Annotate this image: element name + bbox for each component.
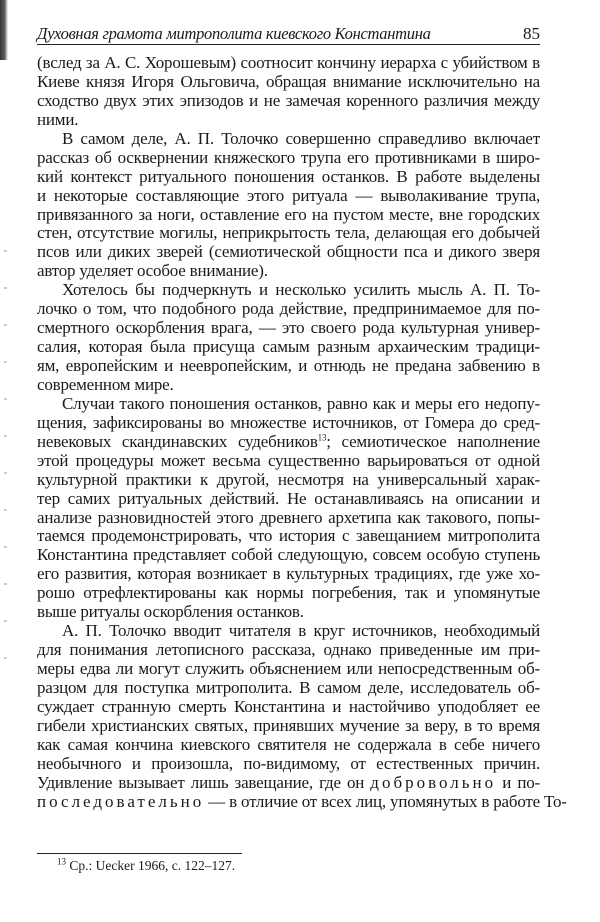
text-line: ними. (37, 109, 79, 129)
text-line: привязанного за ноги, оставление его на пустом месте, вне городских (37, 204, 540, 224)
running-title: Духовная грамота митрополита киевского Константина (37, 24, 431, 43)
text-line: сходство двух этих эпизодов и не замечая коренного различия между (37, 90, 540, 110)
text-line: щения, зафиксированы во множестве источников, от Гомера до сред- (37, 412, 540, 432)
text-line: меры едва ли могут служить объяснением или непосредственным об- (37, 659, 540, 678)
text-line: суждает странную смерть Константина и настойчиво уподобляет ее (37, 696, 540, 716)
text-segment: ; семиотическое наполнение (326, 431, 540, 451)
running-header (37, 22, 540, 45)
text-line (37, 433, 540, 452)
text-line: как самая кончина киевского святителя не содержала в себе ничего (37, 734, 540, 754)
paragraph (37, 395, 540, 622)
paragraph (37, 130, 540, 282)
text-line: кий контекст ритуального поношения останков. В работе выделены (37, 166, 540, 186)
text-line: тер самих ритуальных действий. Не останавливаясь на описании и (37, 488, 540, 508)
scan-edge-shadow (0, 0, 8, 60)
text-segment: Удивление вызывает лишь завещание, где он (37, 772, 371, 792)
footnote-text: Ср.: Uecker 1966, с. 122–127. (69, 858, 236, 873)
text-line: Константина представляет собой следующую, совсем особую ступень (37, 545, 540, 565)
text-line: современном мире. (37, 374, 174, 394)
text-line: псов или диких зверей (семиотической общности пса и дикого зверя (37, 242, 540, 262)
text-line (37, 791, 567, 812)
text-line: автор уделяет особое внимание). (37, 261, 268, 281)
footnote (57, 858, 235, 874)
page-number: 85 (523, 24, 540, 43)
footnote-ref: 13 (317, 432, 327, 443)
text-line: анализе разновидностей этого древнего архетипа как такового, попы- (37, 507, 540, 527)
text-line: его развития, которая возникает в культурных традициях, где уже хо- (37, 564, 540, 584)
text-line: и некоторые составляющие этого ритуала — выволакивание трупа, (37, 185, 540, 205)
text-line: разцом для поступка митрополита. В самом деле, исследователь об- (37, 677, 540, 697)
emphasized-word: последовательно (37, 791, 205, 811)
text-line: стен, отсутствие могилы, неприкрытость тела, делающая его добычей (37, 223, 540, 243)
text-segment: и по- (496, 772, 540, 792)
paragraph (37, 281, 540, 395)
text-line: Случаи такого поношения останков, равно как и меры его недопу- (62, 393, 540, 413)
text-line (37, 774, 540, 793)
text-line: таемся продемонстрировать, что история с завещанием митрополита (37, 526, 540, 546)
emphasized-word: добровольно (370, 772, 497, 792)
text-line: ям, европейским и неевропейским, и отнюдь не предана забвению в (37, 356, 540, 375)
text-line: для понимания летописного рассказа, однако приведенные им при- (37, 640, 540, 660)
text-line: Киеве князя Игоря Ольговича, обращая внимание исключительно на (37, 71, 540, 91)
paragraph (37, 621, 567, 811)
text-line: рассказ об осквернении княжеского трупа его противниками в широ- (37, 147, 540, 167)
text-line: лочко о том, что подобного рода действие, предпринимаемое для по- (37, 299, 540, 319)
text-line: культурной практики к другой, несмотря на универсальный харак- (37, 469, 540, 489)
text-segment: — в отличие от всех лиц, упомянутых в работе То- (204, 791, 567, 811)
text-line: В самом деле, А. П. Толочко совершенно справедливо включает (62, 128, 540, 148)
footnote-rule (37, 853, 242, 854)
main-text (37, 53, 567, 812)
text-line: этой процедуры может весьма существенно варьироваться от одной (37, 450, 540, 470)
text-line: Хотелось бы подчеркнуть и несколько усилить мысль А. П. То- (62, 280, 540, 300)
text-segment: невековых скандинавских судебников (37, 431, 318, 451)
paragraph (37, 54, 540, 130)
text-line: смертного оскорбления врага, — это своего рода культурная универ- (37, 318, 540, 338)
footnote-marker: 13 (57, 856, 66, 867)
text-line: выше ритуалы оскорбления останков. (37, 602, 304, 622)
text-line: А. П. Толочко вводит читателя в круг источников, необходимый (62, 621, 540, 641)
text-line: салия, которая была присуща самым разным архаическим традици- (37, 337, 540, 357)
scan-margin-specks (4, 250, 7, 670)
text-line: (вслед за А. С. Хорошевым) соотносит кончину иерарха с убийством в (37, 53, 540, 72)
text-line: гибели христианских святых, принявших мучение за веру, в то время (37, 715, 540, 735)
text-line: необычного и произошла, по-видимому, от естественных причин. (37, 753, 540, 773)
text-line: рошо отрефлектированы как нормы погребения, так и упомянутые (37, 583, 540, 603)
